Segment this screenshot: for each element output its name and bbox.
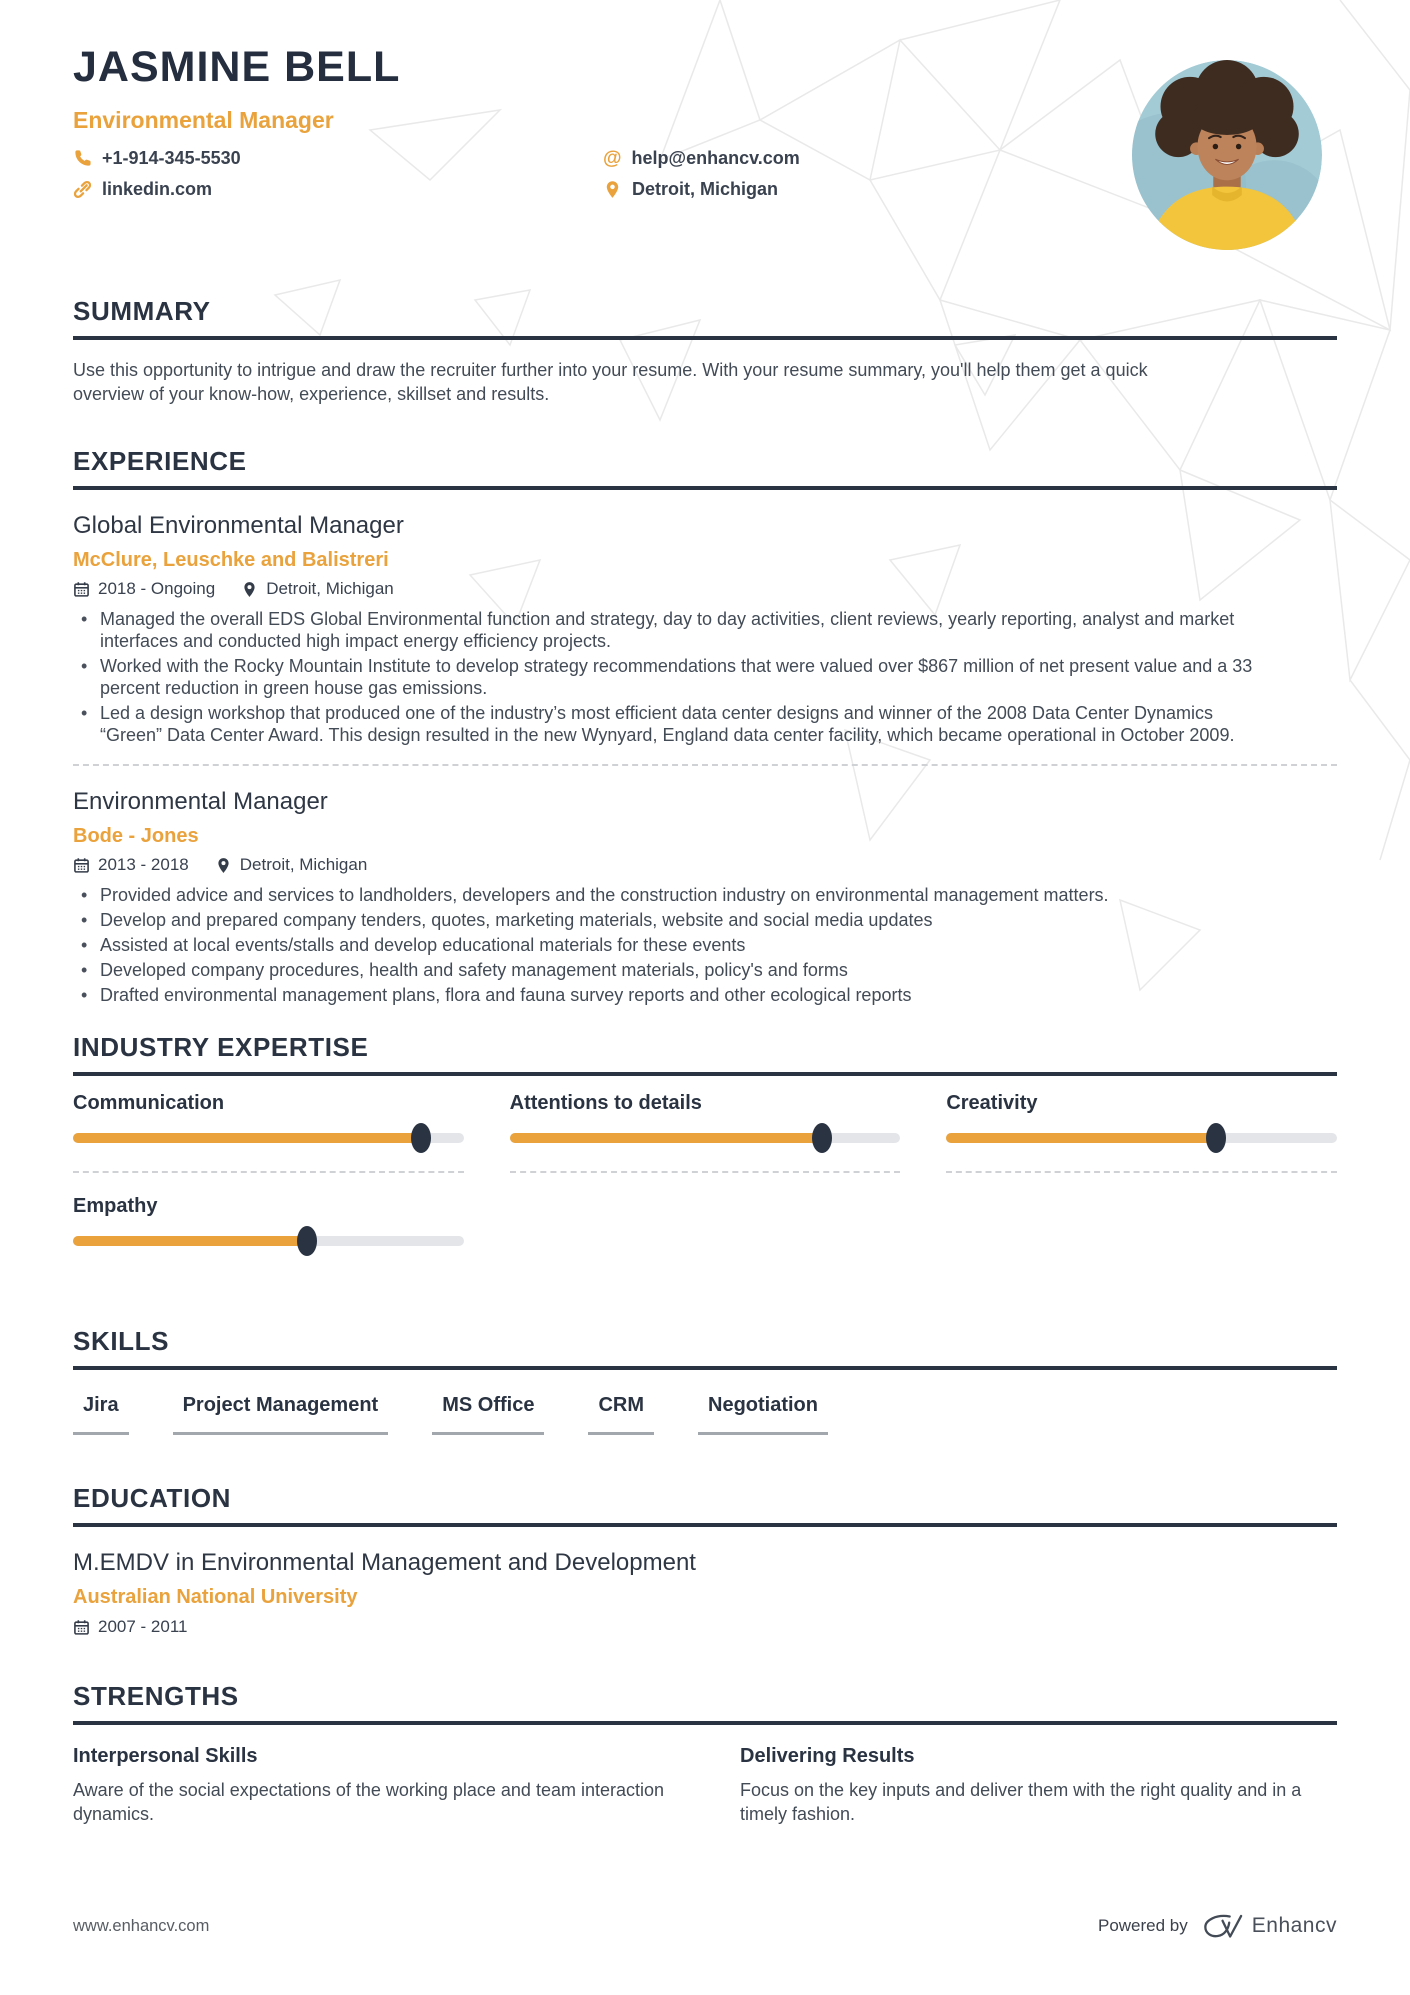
slider-knob [1206, 1123, 1226, 1153]
expertise-slider [946, 1133, 1337, 1143]
strength-text: Aware of the social expectations of the working place and team interaction dynamics. [73, 1780, 665, 1825]
job-bullet: • Develop and prepared company tenders, quotes, marketing materials, website and social media updates [73, 909, 1258, 931]
education-dates [73, 1617, 1337, 1637]
slider-knob [297, 1226, 317, 1256]
job-meta [73, 579, 1337, 599]
section-summary [73, 296, 1337, 406]
powered-by [1098, 1912, 1337, 1940]
education-degree: M.EMDV in Environmental Management and Development [73, 1549, 696, 1577]
job-title: Environmental Manager [73, 788, 328, 816]
phone-icon [73, 149, 92, 168]
pin-icon [603, 180, 622, 199]
expertise-slider [73, 1236, 464, 1246]
expertise-label: Empathy [73, 1195, 158, 1218]
expertise-slider-fill [73, 1236, 307, 1246]
education-dates-text: 2007 - 2011 [98, 1617, 188, 1637]
job-bullet: • Provided advice and services to landholders, developers and the construction industry on environmental management matters. [73, 884, 1258, 906]
education-heading: EDUCATION [73, 1483, 1337, 1527]
header [73, 44, 1337, 200]
footer [73, 1912, 1337, 1940]
job-location [241, 579, 394, 599]
job-bullet: • Managed the overall EDS Global Environmental function and strategy, day to day activities, client reviews, yearly reporting, analyst and market interfaces and conducted high impact energy efficiency projects. [73, 608, 1258, 652]
link-icon [73, 180, 92, 199]
enhancv-logo-icon [1202, 1912, 1244, 1940]
expertise-label: Communication [73, 1092, 225, 1115]
email-address: help@enhancv.com [631, 148, 800, 169]
job-location [215, 855, 368, 875]
skill-tag: Jira [73, 1394, 129, 1435]
skill-tag: CRM [588, 1394, 654, 1435]
expertise-item [510, 1092, 901, 1173]
strengths-grid [73, 1745, 1337, 1826]
slider-knob [411, 1123, 431, 1153]
job-company: Bode - Jones [73, 825, 199, 848]
skill-tag: Project Management [173, 1394, 389, 1435]
expertise-slider [510, 1133, 901, 1143]
job-dates-text: 2013 - 2018 [98, 855, 189, 875]
education-school: Australian National University [73, 1586, 358, 1609]
phone-contact[interactable] [73, 148, 603, 169]
job-bullets [73, 884, 1337, 1006]
job-location-text: Detroit, Michigan [239, 855, 368, 875]
job-location-text: Detroit, Michigan [266, 579, 394, 599]
enhancv-brand-name: Enhancv [1251, 1914, 1337, 1937]
link-contact[interactable] [73, 179, 603, 200]
expertise-slider-fill [510, 1133, 823, 1143]
expertise-slider [73, 1133, 464, 1143]
slider-knob [812, 1123, 832, 1153]
pin-icon [215, 857, 232, 874]
expertise-label: Creativity [946, 1092, 1038, 1115]
job-bullet: • Developed company procedures, health and safety management materials, policy's and forms [73, 959, 1258, 981]
job-bullet: • Worked with the Rocky Mountain Institute to develop strategy recommendations that were valued over $867 million of net present value and a 33 percent reduction in green house gas emissions. [73, 655, 1258, 699]
job-bullets [73, 608, 1337, 746]
job-dates [73, 855, 189, 875]
skills-heading: SKILLS [73, 1326, 1337, 1370]
person-title: Environmental Manager [73, 107, 334, 134]
expertise-slider-fill [73, 1133, 421, 1143]
strength-item [740, 1745, 1337, 1826]
job-title: Global Environmental Manager [73, 512, 404, 540]
strength-title: Delivering Results [740, 1745, 915, 1768]
job-dates [73, 579, 215, 599]
expertise-item [73, 1092, 464, 1173]
job-meta [73, 855, 1337, 875]
job-company: McClure, Leuschke and Balistreri [73, 549, 389, 572]
phone-number: +1-914-345-5530 [102, 148, 241, 169]
expertise-item [946, 1092, 1337, 1173]
skill-tag: Negotiation [698, 1394, 828, 1435]
section-skills [73, 1326, 1337, 1435]
calendar-icon [73, 581, 90, 598]
skill-tag: MS Office [432, 1394, 544, 1435]
email-contact[interactable] [603, 148, 973, 169]
calendar-icon [73, 857, 90, 874]
expertise-grid [73, 1092, 1337, 1274]
job-bullet: • Led a design workshop that produced one of the industry’s most efficient data center designs and winner of the 2008 Data Center Dynamics “Green” Data Center Award. This design resulted in the new Wynyard, England data center facility, which became operational in October 2009. [73, 702, 1258, 746]
contact-info [73, 148, 973, 200]
strength-title: Interpersonal Skills [73, 1745, 258, 1768]
pin-icon [241, 581, 258, 598]
powered-by-label: Powered by [1097, 1916, 1188, 1935]
section-industry-expertise [73, 1032, 1337, 1274]
job-separator [73, 764, 1337, 766]
expertise-item [73, 1195, 464, 1274]
job-dates-text: 2018 - Ongoing [98, 579, 216, 599]
summary-text: Use this opportunity to intrigue and draw the recruiter further into your resume. With your resume summary, you'll help them get a quick overview of your know-how, experience, skillset and results. [73, 360, 1148, 405]
at-icon: @ [603, 148, 622, 170]
enhancv-logo[interactable] [1202, 1912, 1337, 1940]
job-entry [73, 512, 1337, 746]
industry-expertise-heading: INDUSTRY EXPERTISE [73, 1032, 1337, 1076]
section-education [73, 1483, 1337, 1637]
strength-item [73, 1745, 670, 1826]
expertise-label: Attentions to details [509, 1092, 702, 1115]
location-contact [603, 179, 973, 200]
strengths-heading: STRENGTHS [73, 1681, 1337, 1725]
calendar-icon [73, 1619, 90, 1636]
job-entry [73, 788, 1337, 1006]
job-bullet: • Drafted environmental management plans, flora and fauna survey reports and other ecological reports [73, 984, 1258, 1006]
location-text: Detroit, Michigan [632, 179, 779, 200]
expertise-slider-fill [946, 1133, 1216, 1143]
person-name: JASMINE BELL [73, 43, 401, 91]
job-bullet: • Assisted at local events/stalls and develop educational materials for these events [73, 934, 1258, 956]
profile-photo [1132, 60, 1322, 250]
section-experience [73, 446, 1337, 1006]
section-strengths [73, 1681, 1337, 1826]
summary-heading: SUMMARY [73, 296, 1337, 340]
footer-site-link[interactable]: www.enhancv.com [73, 1916, 210, 1935]
experience-heading: EXPERIENCE [73, 446, 1337, 490]
skills-list [73, 1394, 1337, 1435]
link-text: linkedin.com [102, 179, 213, 200]
strength-text: Focus on the key inputs and deliver them with the right quality and in a timely fashion. [740, 1780, 1302, 1825]
